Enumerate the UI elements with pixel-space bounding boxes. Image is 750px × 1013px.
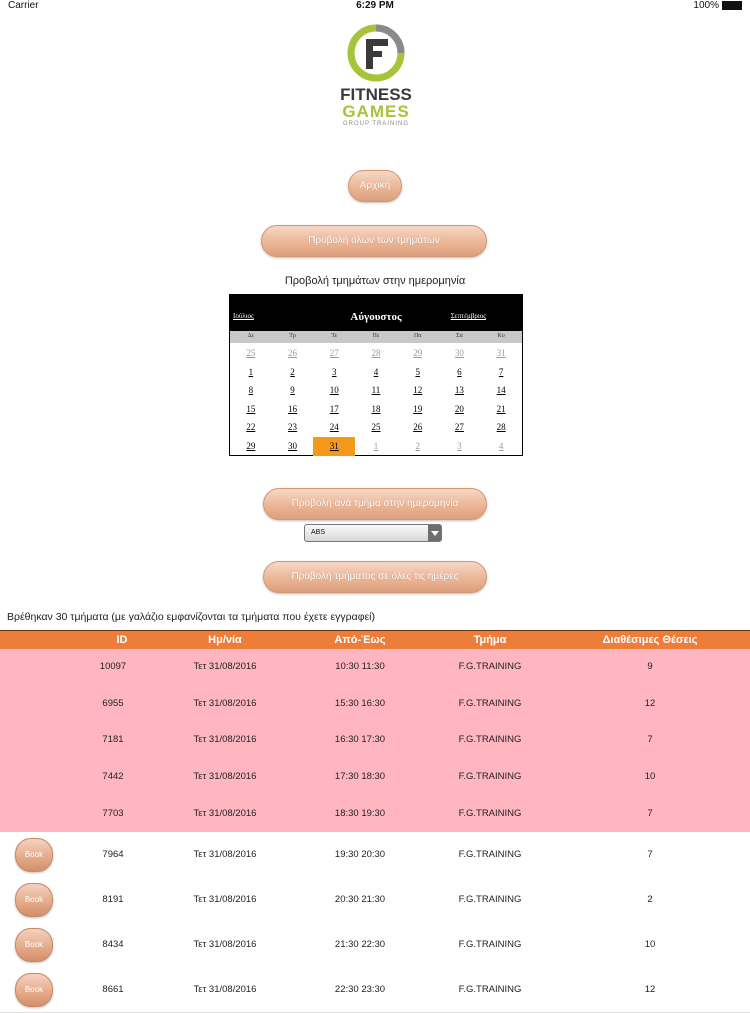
row-seats: 12 xyxy=(644,697,656,709)
view-all-classes-button[interactable]: Προβολή όλων των τμημάτων xyxy=(261,225,487,257)
row-class: F.G.TRAINING xyxy=(458,807,522,819)
home-button[interactable]: Αρχική xyxy=(348,170,402,202)
table-header xyxy=(0,630,750,650)
calendar-day[interactable]: 29 xyxy=(246,440,256,451)
row-class: F.G.TRAINING xyxy=(458,734,522,746)
prev-month-link[interactable]: Ιούλιος xyxy=(233,312,254,320)
calendar-day[interactable]: 7 xyxy=(498,366,504,377)
current-month-title: Αύγουστος xyxy=(350,311,402,323)
calendar-day-other-month[interactable]: 30 xyxy=(454,348,464,358)
column-header-date: Ημ/νία xyxy=(208,634,242,646)
row-seats: 9 xyxy=(647,661,653,673)
table-row xyxy=(0,877,750,923)
row-id: 8191 xyxy=(102,893,124,905)
row-date: Τετ 31/08/2016 xyxy=(193,848,257,860)
calendar-day-other-month[interactable]: 25 xyxy=(246,348,256,358)
row-class: F.G.TRAINING xyxy=(458,983,522,995)
table-row xyxy=(0,686,750,723)
row-time: 20:30 21:30 xyxy=(334,893,386,905)
row-date: Τετ 31/08/2016 xyxy=(193,938,257,950)
calendar-day[interactable]: 9 xyxy=(290,385,295,395)
row-time: 16:30 17:30 xyxy=(334,734,386,746)
results-count-text: Βρέθηκαν 30 τμήματα (με γαλάζιο εμφανίζονται τα τμήματα που έχετε εγγραφεί) xyxy=(7,611,376,623)
calendar-day[interactable]: 28 xyxy=(496,422,506,432)
calendar-day[interactable]: 18 xyxy=(371,403,381,414)
calendar-day-other-month[interactable]: 3 xyxy=(457,440,462,451)
weekday-label: Τρ xyxy=(289,333,296,339)
row-time: 17:30 18:30 xyxy=(334,771,386,783)
calendar-day[interactable]: 5 xyxy=(415,366,420,377)
logo-text-group-training: GROUP TRAINING xyxy=(342,121,410,127)
calendar-day[interactable]: 11 xyxy=(371,385,381,395)
calendar-day[interactable]: 16 xyxy=(288,403,298,414)
row-id: 7442 xyxy=(102,771,124,783)
calendar-day-other-month[interactable]: 4 xyxy=(498,440,504,451)
row-id: 6955 xyxy=(102,697,124,709)
row-date: Τετ 31/08/2016 xyxy=(193,697,257,709)
row-seats: 2 xyxy=(647,893,653,905)
row-date: Τετ 31/08/2016 xyxy=(193,661,257,673)
calendar-day[interactable]: 25 xyxy=(371,422,381,432)
table-row xyxy=(0,759,750,796)
calendar-day-other-month[interactable]: 29 xyxy=(413,348,423,358)
row-seats: 10 xyxy=(644,771,656,783)
calendar-day[interactable]: 2 xyxy=(290,366,295,377)
calendar-day[interactable]: 13 xyxy=(454,385,464,395)
calendar-day[interactable]: 17 xyxy=(329,403,339,414)
chevron-down-icon[interactable] xyxy=(428,525,441,541)
row-time: 21:30 22:30 xyxy=(334,938,386,950)
book-button[interactable]: Book xyxy=(15,928,53,962)
book-button[interactable]: Book xyxy=(15,883,53,917)
view-by-class-date-button[interactable]: Προβολή ανά τμήμα στην ημερομηνία xyxy=(263,488,487,520)
calendar-day[interactable]: 14 xyxy=(496,385,506,395)
logo-text-fitness: FITNESS xyxy=(340,85,412,104)
clock: 6:29 PM xyxy=(356,0,394,11)
row-date: Τετ 31/08/2016 xyxy=(193,771,257,783)
row-seats: 7 xyxy=(647,807,653,819)
column-header-class: Τμήμα xyxy=(473,634,507,646)
row-class: F.G.TRAINING xyxy=(458,771,522,783)
table-row xyxy=(0,922,750,968)
weekday-row xyxy=(230,331,522,343)
date-calendar xyxy=(229,294,523,456)
table-row xyxy=(0,722,750,759)
carrier-label: Carrier xyxy=(8,0,39,11)
calendar-day[interactable]: 31 xyxy=(313,437,355,456)
calendar-day[interactable]: 15 xyxy=(246,403,256,414)
status-bar xyxy=(0,0,750,14)
calendar-day-other-month[interactable]: 1 xyxy=(373,440,379,451)
battery-indicator xyxy=(693,0,742,11)
next-month-link[interactable]: Σεπτέμβριος xyxy=(450,312,486,320)
row-time: 15:30 16:30 xyxy=(334,697,386,709)
battery-percent: 100% xyxy=(693,0,719,11)
row-class: F.G.TRAINING xyxy=(458,697,522,709)
calendar-day[interactable]: 26 xyxy=(413,422,423,432)
row-seats: 12 xyxy=(644,983,656,995)
column-header-id: ID xyxy=(116,634,128,646)
weekday-label: Σα xyxy=(456,333,463,339)
row-seats: 7 xyxy=(647,848,653,860)
row-seats: 10 xyxy=(644,938,656,950)
calendar-day[interactable]: 24 xyxy=(329,422,339,432)
date-caption: Προβολή τμημάτων στην ημερομηνία xyxy=(284,275,466,287)
logo-text-games: GAMES xyxy=(342,102,410,121)
calendar-day[interactable]: 8 xyxy=(248,385,254,395)
row-class: F.G.TRAINING xyxy=(458,938,522,950)
row-id: 8434 xyxy=(102,938,124,950)
table-row xyxy=(0,967,750,1013)
book-button[interactable]: Book xyxy=(15,973,53,1007)
class-select-value: ABS xyxy=(311,529,326,536)
row-date: Τετ 31/08/2016 xyxy=(193,983,257,995)
row-class: F.G.TRAINING xyxy=(458,661,522,673)
calendar-day[interactable]: 21 xyxy=(496,403,506,414)
class-select[interactable] xyxy=(304,524,442,542)
calendar-header xyxy=(230,295,522,331)
table-row xyxy=(0,649,750,686)
view-class-all-days-button[interactable]: Προβολή τμήματος σε όλες τις ημέρες xyxy=(263,561,487,593)
table-row xyxy=(0,795,750,832)
row-date: Τετ 31/08/2016 xyxy=(193,734,257,746)
column-header-time: Από-Έως xyxy=(334,634,386,646)
weekday-label: Πε xyxy=(372,333,380,339)
book-button[interactable]: Book xyxy=(15,838,53,872)
fg-logo-icon xyxy=(345,22,407,84)
calendar-day[interactable]: 10 xyxy=(329,385,339,395)
battery-icon xyxy=(722,1,742,10)
row-time: 10:30 11:30 xyxy=(335,661,385,673)
weekday-label: Τε xyxy=(331,333,338,339)
column-header-seats: Διαθέσιμες Θέσεις xyxy=(602,634,698,646)
row-time: 18:30 19:30 xyxy=(334,807,386,819)
calendar-day[interactable]: 4 xyxy=(373,366,379,377)
calendar-day[interactable]: 30 xyxy=(288,440,298,451)
row-class: F.G.TRAINING xyxy=(458,848,522,860)
row-id: 7181 xyxy=(102,734,124,746)
calendar-day-other-month[interactable]: 31 xyxy=(496,348,506,358)
calendar-day-other-month[interactable]: 26 xyxy=(288,348,298,358)
row-id: 7964 xyxy=(102,848,124,860)
row-class: F.G.TRAINING xyxy=(458,893,522,905)
row-time: 22:30 23:30 xyxy=(334,983,386,995)
weekday-label: Δε xyxy=(247,333,255,339)
row-id: 8661 xyxy=(102,983,124,995)
calendar-day[interactable]: 6 xyxy=(457,366,462,377)
weekday-label: Κυ xyxy=(497,333,505,339)
fitness-games-logo xyxy=(336,22,416,137)
calendar-day[interactable]: 3 xyxy=(332,366,337,377)
calendar-day[interactable]: 23 xyxy=(288,422,298,432)
calendar-day[interactable]: 19 xyxy=(413,403,423,414)
row-seats: 7 xyxy=(647,734,653,746)
calendar-day[interactable]: 27 xyxy=(454,422,464,432)
calendar-day-other-month[interactable]: 28 xyxy=(371,348,381,358)
row-time: 19:30 20:30 xyxy=(334,848,386,860)
calendar-day-other-month[interactable]: 2 xyxy=(415,440,420,451)
calendar-day[interactable]: 12 xyxy=(413,385,423,395)
row-id: 7703 xyxy=(102,807,124,819)
table-row xyxy=(0,832,750,878)
calendar-day[interactable]: 1 xyxy=(248,366,254,377)
row-date: Τετ 31/08/2016 xyxy=(193,893,257,905)
calendar-day[interactable]: 20 xyxy=(454,403,464,414)
row-date: Τετ 31/08/2016 xyxy=(193,807,257,819)
weekday-label: Πα xyxy=(413,333,422,339)
calendar-day[interactable]: 22 xyxy=(246,422,256,432)
calendar-day-other-month[interactable]: 27 xyxy=(329,348,339,358)
row-id: 10097 xyxy=(99,661,127,673)
